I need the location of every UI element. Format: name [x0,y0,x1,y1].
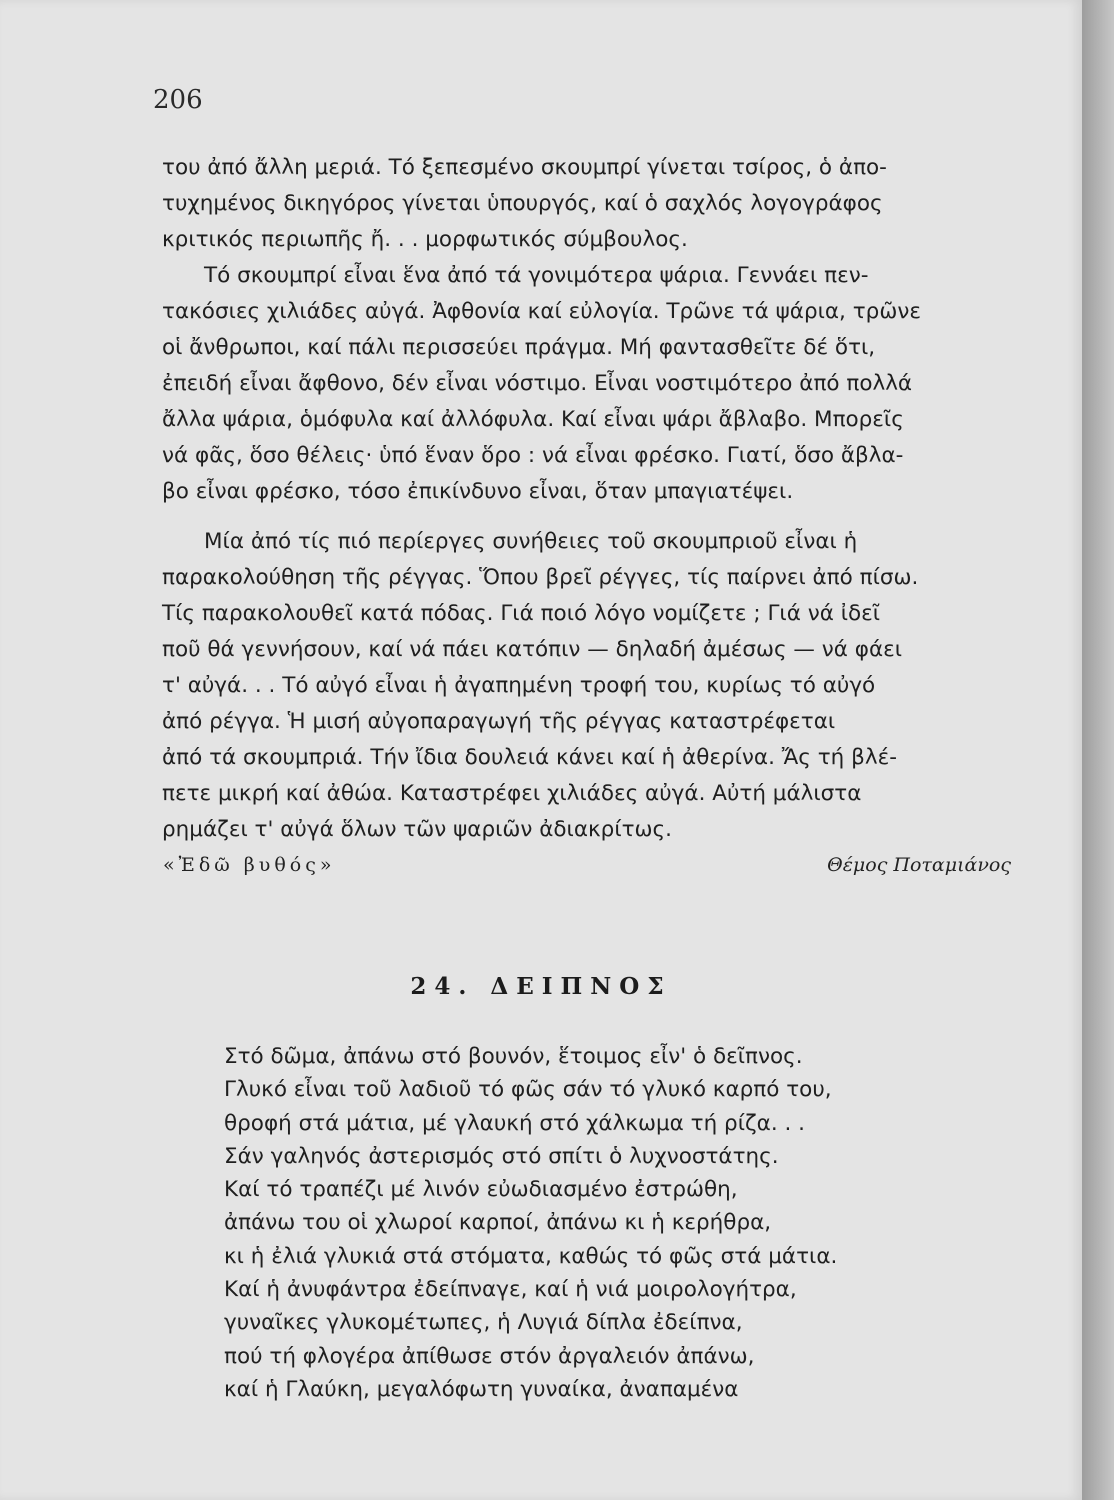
text-line: ποῦ θά γεννήσουν, καί νά πάει κατόπιν — δηλαδή ἀμέσως — νά φάει [162,637,903,662]
poem-line: κι ἡ ἐλιά γλυκιά στά στόματα, καθώς τό φῶς στά μάτια. [224,1243,838,1269]
poem-line: καί ἡ Γλαύκη, μεγαλόφωτη γυναίκα, ἀναπαμένα [224,1376,739,1402]
text-line: ἀπό ρέγγα. Ἡ μισή αὐγοπαραγωγή τῆς ρέγγας καταστρέφεται [162,709,836,734]
text-line: τυχημένος δικηγόρος γίνεται ὑπουργός, καί ὁ σαχλός λογογράφος [162,191,883,216]
poem-line: ἀπάνω του οἱ χλωροί καρποί, ἀπάνω κι ἡ κερήθρα, [224,1210,772,1236]
poem-line: θροφή στά μάτια, μέ γλαυκή στό χάλκωμα τή ρίζα. . . [224,1110,806,1136]
text-line: ἐπειδή εἶναι ἄφθονο, δέν εἶναι νόστιμο. Εἶναι νοστιμότερο ἀπό πολλά [162,371,913,396]
poem-line: γυναῖκες γλυκομέτωπες, ἡ Λυγιά δίπλα ἐδείπνα, [224,1310,743,1336]
paragraph-3 [162,524,1012,848]
poem-line: πού τή φλογέρα ἀπίθωσε στόν ἀργαλειόν ἀπάνω, [224,1343,755,1369]
poem-line: Γλυκό εἶναι τοῦ λαδιοῦ τό φῶς σάν τό γλυκό καρπό του, [224,1077,832,1103]
source-title: «Ἐδῶ βυθός» [163,854,336,876]
text-line: κριτικός περιωπῆς ἤ. . . μορφωτικός σύμβουλος. [162,227,688,252]
text-line: πετε μικρή καί ἀθώα. Καταστρέφει χιλιάδες αὐγά. Αὐτή μάλιστα [162,781,862,806]
text-line: τ' αὐγά. . . Τό αὐγό εἶναι ἡ ἀγαπημένη τροφή του, κυρίως τό αὐγό [162,673,876,698]
text-line: ρημάζει τ' αὐγά ὅλων τῶν ψαριῶν ἀδιακρίτως. [162,817,672,842]
paragraph-gap [162,510,1012,524]
text-line: τακόσιες χιλιάδες αὐγά. Ἀφθονία καί εὐλογία. Τρῶνε τά ψάρια, τρῶνε [162,299,921,324]
page-edge-shadow [1082,0,1114,1500]
poem [224,1040,1024,1406]
poem-line: Καί τό τραπέζι μέ λινόν εὐωδιασμένο ἐστρώθη, [224,1177,738,1203]
text-line: παρακολούθηση τῆς ρέγγας. Ὅπου βρεῖ ρέγγες, τίς παίρνει ἀπό πίσω. [162,565,919,590]
poem-line: Σάν γαληνός ἀστερισμός στό σπίτι ὁ λυχνοστάτης. [224,1143,779,1169]
paragraph-1 [162,150,1012,258]
text-line: ἄλλα ψάρια, ὁμόφυλα καί ἀλλόφυλα. Καί εἶναι ψάρι ἄβλαβο. Μπορεῖς [162,407,904,432]
author-name: Θέμος Ποταμιάνος [827,854,1011,876]
text-line: Μία ἀπό τίς πιό περίεργες συνήθειες τοῦ σκουμπριοῦ εἶναι ἡ [204,529,858,554]
prose-text [162,150,1012,848]
text-line: βο εἶναι φρέσκο, τόσο ἐπικίνδυνο εἶναι, ὅταν μπαγιατέψει. [162,479,794,504]
text-line: του ἀπό ἄλλη μεριά. Τό ξεπεσμένο σκουμπρί γίνεται τσίρος, ὁ ἀπο- [162,155,887,180]
text-line: Τό σκουμπρί εἶναι ἕνα ἀπό τά γονιμότερα ψάρια. Γεννάει πεν- [204,263,869,288]
poem-line: Καί ἡ ἀνυφάντρα ἐδείπναγε, καί ἡ νιά μοιρολογήτρα, [224,1277,797,1303]
paragraph-2 [162,258,1012,510]
page-number: 206 [153,85,203,115]
text-line: οἱ ἄνθρωποι, καί πάλι περισσεύει πράγμα. Μή φαντασθεῖτε δέ ὅτι, [162,335,876,360]
section-title: 24. ΔΕΙΠΝΟΣ [410,973,672,1000]
text-line: Τίς παρακολουθεῖ κατά πόδας. Γιά ποιό λόγο νομίζετε ; Γιά νά ἰδεῖ [162,601,881,626]
text-line: ἀπό τά σκουμπριά. Τήν ἴδια δουλειά κάνει καί ἡ ἀθερίνα. Ἄς τή βλέ- [162,745,897,770]
text-line: νά φᾶς, ὅσο θέλεις· ὑπό ἕναν ὅρο : νά εἶναι φρέσκο. Γιατί, ὅσο ἄβλα- [162,443,904,468]
poem-line: Στό δῶμα, ἀπάνω στό βουνόν, ἕτοιμος εἶν' ὁ δεῖπνος. [224,1044,803,1069]
